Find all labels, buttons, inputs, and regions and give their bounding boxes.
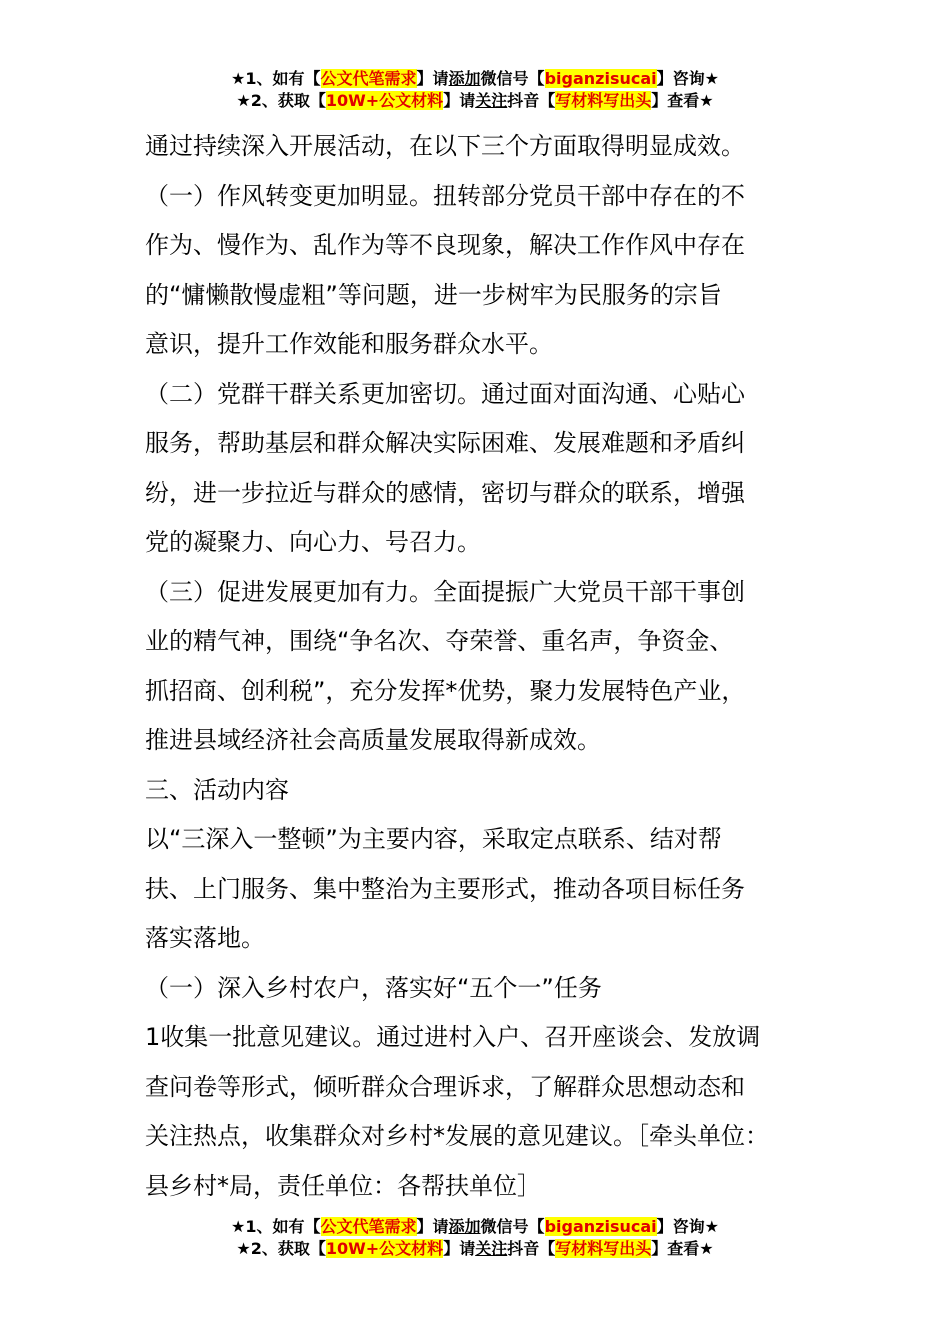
banner-line-2: ★2、获取【10W+公文材料】请关注抖音【写材料写出头】查看★ bbox=[236, 1239, 714, 1258]
highlight-wechat-id: biganzisucai bbox=[544, 69, 657, 88]
text-line: （一）作风转变更加明显。扭转部分党员干部中存在的不 bbox=[145, 181, 745, 210]
text-line: 查问卷等形式，倾听群众合理诉求，了解群众思想动态和 bbox=[145, 1072, 745, 1101]
text-line: 1收集一批意见建议。通过进村入户、召开座谈会、发放调 bbox=[145, 1023, 761, 1051]
highlight-materials: 10W+公文材料 bbox=[325, 1239, 444, 1258]
text-line: 推进县域经济社会高质量发展取得新成效。 bbox=[145, 726, 601, 754]
text-line: 扶、上门服务、集中整治为主要形式，推动各项目标任务 bbox=[145, 874, 745, 903]
highlight-douyin-account: 写材料写出头 bbox=[555, 1239, 652, 1258]
text-line: 关注热点，收集群众对乡村*发展的意见建议。［牵头单位： bbox=[145, 1122, 769, 1150]
text-line: 业的精气神，围绕“争名次、夺荣誉、重名声，争资金、 bbox=[145, 627, 734, 655]
banner-line-1: ★1、如有【公文代笔需求】请添加微信号【biganzisucai】咨询★ bbox=[231, 69, 719, 88]
text-line: 县乡村*局，责任单位：各帮扶单位］ bbox=[145, 1171, 541, 1200]
highlight-writing-service: 公文代笔需求 bbox=[320, 69, 417, 88]
text-line: 作为、慢作为、乱作为等不良现象，解决工作作风中存在 bbox=[145, 231, 745, 259]
document-body bbox=[145, 122, 810, 1211]
footer-banner bbox=[0, 1216, 950, 1260]
text-line: 服务，帮助基层和群众解决实际困难、发展难题和矛盾纠 bbox=[145, 429, 745, 457]
text-line: （二）党群干群关系更加密切。通过面对面沟通、心贴心 bbox=[145, 379, 745, 408]
text-line: 党的凝聚力、向心力、号召力。 bbox=[145, 528, 481, 556]
highlight-douyin-account: 写材料写出头 bbox=[555, 91, 652, 110]
text-line: 抓招商、创利税”，充分发挥*优势，聚力发展特色产业， bbox=[145, 676, 746, 705]
highlight-wechat-id: biganzisucai bbox=[544, 1217, 657, 1236]
header-banner bbox=[0, 68, 950, 112]
highlight-materials: 10W+公文材料 bbox=[325, 91, 444, 110]
text-line: 意识，提升工作效能和服务群众水平。 bbox=[145, 330, 553, 358]
banner-line-1: ★1、如有【公文代笔需求】请添加微信号【biganzisucai】咨询★ bbox=[231, 1217, 719, 1236]
text-line: （三）促进发展更加有力。全面提振广大党员干部干事创 bbox=[145, 577, 745, 606]
section-heading: 三、活动内容 bbox=[145, 775, 289, 804]
text-line: 的“慵懒散慢虚粗”等问题，进一步树牢为民服务的宗旨 bbox=[145, 280, 722, 309]
highlight-writing-service: 公文代笔需求 bbox=[320, 1217, 417, 1236]
text-line: 落实落地。 bbox=[145, 924, 265, 952]
text-line: 纷，进一步拉近与群众的感情，密切与群众的联系，增强 bbox=[145, 478, 745, 507]
subsection-heading: （一）深入乡村农户，落实好“五个一”任务 bbox=[145, 973, 602, 1002]
banner-line-2: ★2、获取【10W+公文材料】请关注抖音【写材料写出头】查看★ bbox=[236, 91, 714, 110]
text-line: 通过持续深入开展活动，在以下三个方面取得明显成效。 bbox=[145, 132, 745, 160]
text-line: 以“三深入一整顿”为主要内容，采取定点联系、结对帮 bbox=[145, 825, 722, 853]
